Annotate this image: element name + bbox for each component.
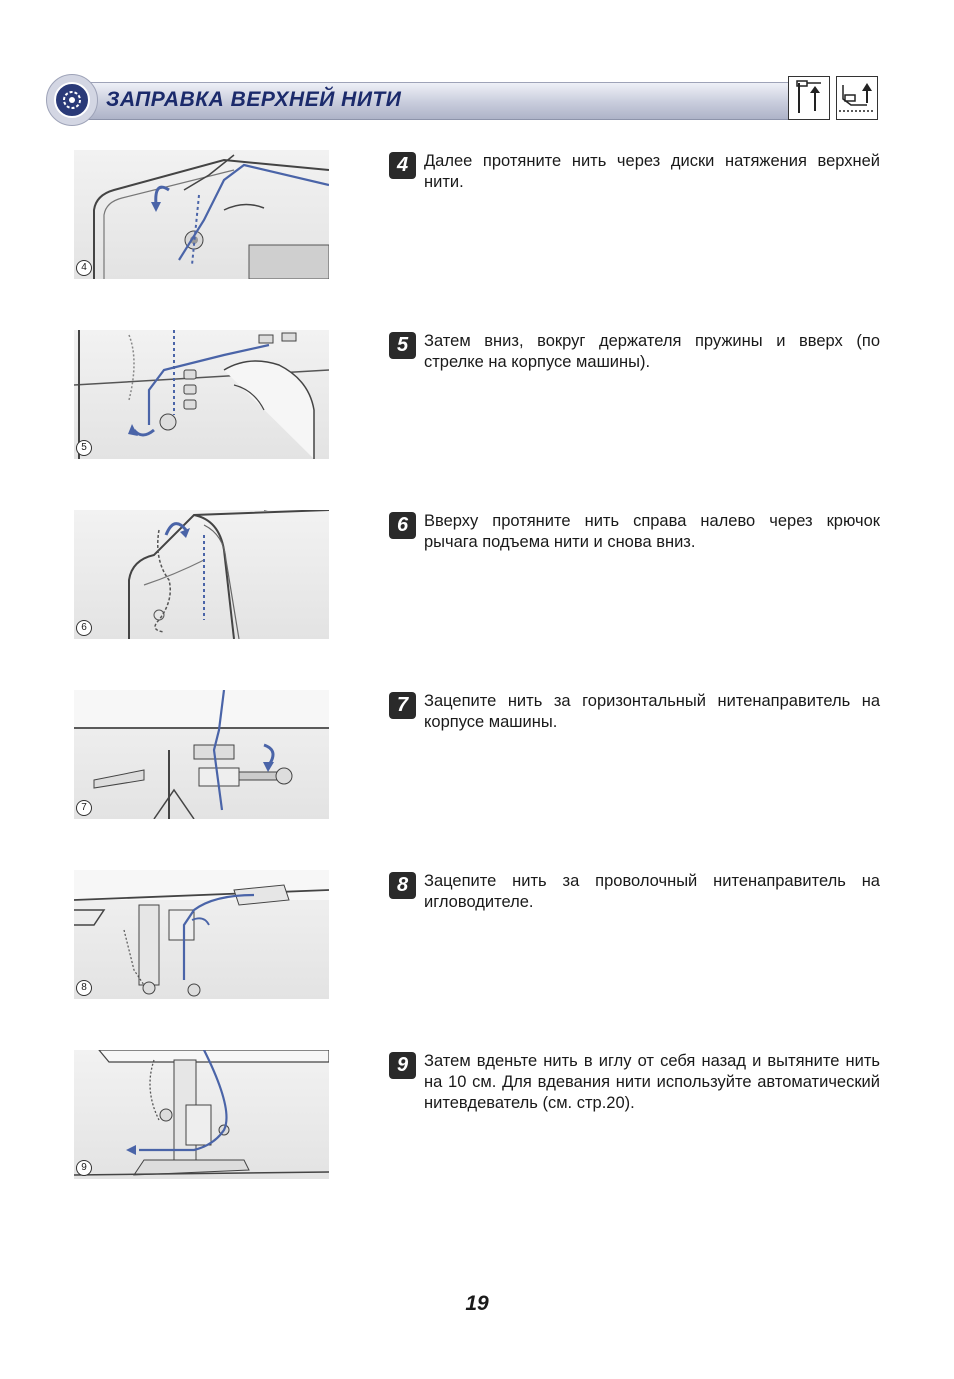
step-9-text: Затем вденьте нить в иглу от себя назад и вытяните нить на 10 см. Для вдевания нити используйте автоматический нитевдеватель (см. стр.20). xyxy=(424,1052,880,1112)
step-6-text: Вверху протяните нить справа налево через крючок рычага подъема нити и снова вниз. xyxy=(424,512,880,551)
page-title: ЗАПРАВКА ВЕРХНЕЙ НИТИ xyxy=(106,88,402,111)
step-number-badge: 8 xyxy=(389,872,416,899)
figure-label: 4 xyxy=(76,260,92,276)
step-7-text: Зацепите нить за горизонтальный нитенаправитель на корпусе машины. xyxy=(424,692,880,731)
step-number-badge: 7 xyxy=(389,692,416,719)
step-number-badge: 4 xyxy=(389,152,416,179)
figure-label: 9 xyxy=(76,1160,92,1176)
circle-dot-icon xyxy=(54,82,90,118)
needle-up-icon xyxy=(788,76,830,120)
section-header xyxy=(46,74,884,124)
step-4-text: Далее протяните нить через диски натяжения верхней нити. xyxy=(424,152,880,191)
figure-label: 5 xyxy=(76,440,92,456)
step-6-illustration xyxy=(74,510,329,639)
step-number-badge: 5 xyxy=(389,332,416,359)
figure-label: 8 xyxy=(76,980,92,996)
step-5-illustration xyxy=(74,330,329,459)
presser-foot-up-icon xyxy=(836,76,878,120)
step-number-badge: 6 xyxy=(389,512,416,539)
page-number: 19 xyxy=(465,1292,489,1315)
step-8-illustration xyxy=(74,870,329,999)
step-5-text: Затем вниз, вокруг держателя пружины и вверх (по стрелке на корпусе машины). xyxy=(424,332,880,371)
step-number-badge: 9 xyxy=(389,1052,416,1079)
figure-label: 6 xyxy=(76,620,92,636)
header-emblem xyxy=(46,74,98,126)
step-8-text: Зацепите нить за проволочный нитенаправитель на игловодителе. xyxy=(424,872,880,911)
step-7-illustration xyxy=(74,690,329,819)
figure-label: 7 xyxy=(76,800,92,816)
step-4-illustration xyxy=(74,150,329,279)
step-9-illustration xyxy=(74,1050,329,1179)
